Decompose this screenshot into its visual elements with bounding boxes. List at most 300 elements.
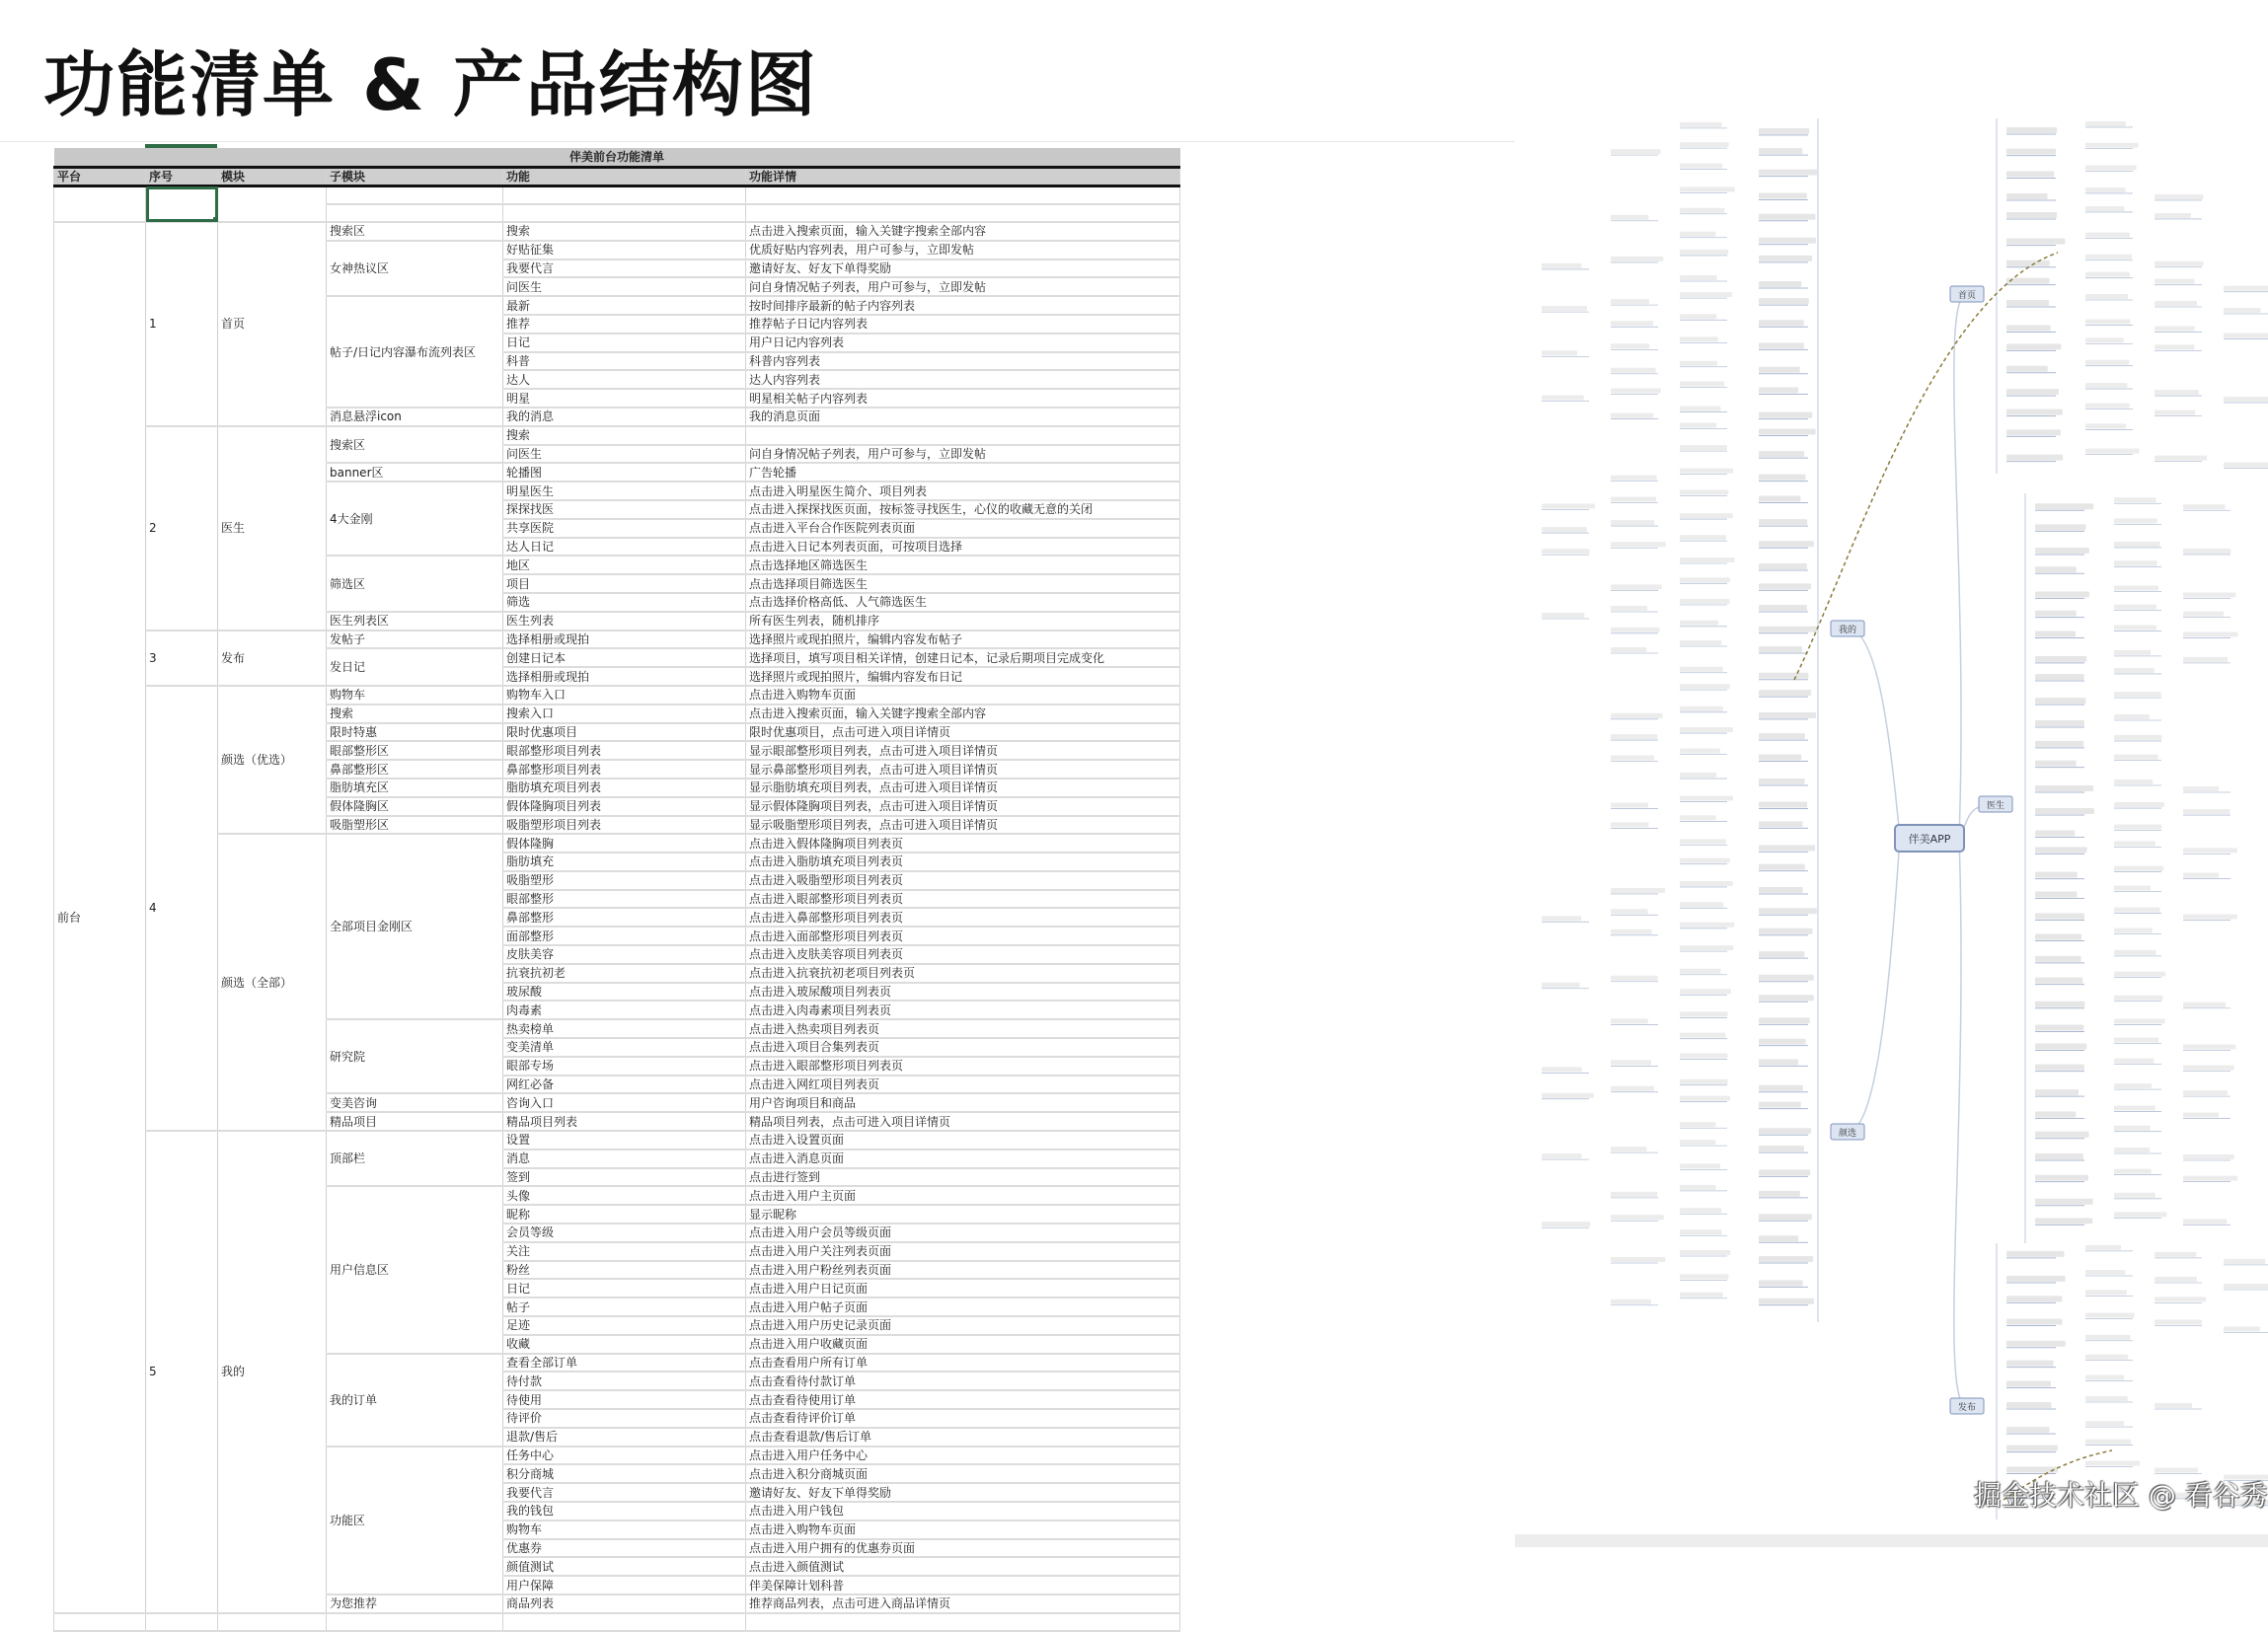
feature-cell[interactable]: 鼻部整形项目列表 <box>503 760 746 779</box>
feature-detail-cell[interactable]: 点击进入眼部整形项目列表页 <box>746 1057 1180 1076</box>
mindmap-subnode <box>2035 548 2089 554</box>
cell[interactable] <box>746 204 1180 222</box>
mindmap-subnode <box>2006 127 2057 133</box>
mindmap-leaf <box>1611 257 1663 261</box>
panel-edge <box>1515 1534 2268 1547</box>
feature-cell[interactable]: 消息 <box>503 1150 746 1168</box>
mindmap-leaf <box>1542 395 1584 400</box>
feature-cell[interactable]: 轮播图 <box>503 463 746 482</box>
cell[interactable] <box>503 186 746 205</box>
submodule-cell: 医生列表区 <box>327 612 503 631</box>
feature-cell[interactable]: 设置 <box>503 1131 746 1150</box>
mindmap-leaf <box>2155 1277 2197 1282</box>
feature-cell[interactable]: 皮肤美容 <box>503 945 746 964</box>
mindmap-leaf <box>1611 413 1653 418</box>
feature-cell[interactable]: 帖子 <box>503 1298 746 1316</box>
mindmap-leaf <box>1680 422 1716 427</box>
mindmap-subnode <box>2035 592 2089 598</box>
feature-detail-cell[interactable]: 点击选择项目筛选医生 <box>746 574 1180 593</box>
mindmap-leaf <box>2085 1313 2135 1318</box>
mindmap-leaf <box>1680 706 1723 711</box>
feature-cell[interactable]: 商品列表 <box>503 1595 746 1613</box>
table-row <box>54 834 1180 853</box>
feature-detail-cell[interactable]: 点击进入日记本列表页面，可按项目选择 <box>746 538 1180 556</box>
mindmap-leaf <box>2085 1270 2125 1275</box>
feature-detail-cell[interactable]: 点击进入用户关注列表页面 <box>746 1242 1180 1261</box>
mindmap-subnode <box>2035 761 2077 767</box>
column-header[interactable]: 功能 <box>503 168 746 186</box>
feature-cell[interactable]: 眼部整形项目列表 <box>503 741 746 760</box>
mindmap-leaf <box>2114 518 2157 523</box>
mindmap-subnode <box>1759 148 1802 154</box>
feature-detail-cell[interactable]: 精品项目列表，点击可进入项目详情页 <box>746 1112 1180 1131</box>
feature-cell[interactable]: 假体隆胸项目列表 <box>503 797 746 816</box>
feature-cell[interactable]: 问医生 <box>503 445 746 464</box>
feature-detail-cell[interactable]: 明星相关帖子内容列表 <box>746 389 1180 408</box>
cell[interactable] <box>54 186 146 223</box>
feature-detail-cell[interactable]: 点击查看待评价订单 <box>746 1409 1180 1428</box>
mindmap-leaf <box>1680 684 1730 689</box>
feature-detail-cell[interactable]: 按时间排序最新的帖子内容列表 <box>746 296 1180 315</box>
mindmap-subnode <box>2006 389 2059 395</box>
feature-detail-cell[interactable]: 显示脂肪填充项目列表，点击可进入项目详情页 <box>746 779 1180 797</box>
feature-cell[interactable]: 最新 <box>503 296 746 315</box>
mindmap-subnode <box>1759 673 1808 679</box>
feature-cell[interactable]: 待付款 <box>503 1372 746 1390</box>
column-header[interactable]: 模块 <box>218 168 327 186</box>
mindmap-leaf <box>1680 513 1733 518</box>
feature-detail-cell[interactable]: 伴美保障计划科普 <box>746 1576 1180 1595</box>
module-cell: 颜选（优选） <box>218 686 327 834</box>
feature-detail-cell[interactable]: 推荐商品列表，点击可进入商品详情页 <box>746 1595 1180 1613</box>
feature-cell[interactable]: 我的消息 <box>503 408 746 426</box>
feature-cell[interactable]: 问医生 <box>503 277 746 296</box>
feature-detail-cell[interactable]: 我的消息页面 <box>746 408 1180 426</box>
cell[interactable] <box>146 1613 218 1631</box>
feature-cell[interactable]: 面部整形 <box>503 927 746 945</box>
mindmap-leaf <box>2155 1297 2206 1301</box>
feature-cell[interactable]: 脂肪填充 <box>503 853 746 871</box>
mindmap-subnode <box>2035 808 2094 814</box>
mindmap-subnode <box>1759 975 1814 981</box>
feature-detail-cell[interactable]: 点击进入搜索页面，输入关键字搜索全部内容 <box>746 705 1180 723</box>
feature-cell[interactable]: 头像 <box>503 1186 746 1205</box>
feature-detail-cell[interactable]: 点击进入热卖项目列表页 <box>746 1019 1180 1038</box>
table-body <box>54 186 1180 1631</box>
feature-detail-cell[interactable]: 点击进入肉毒素项目列表页 <box>746 1001 1180 1019</box>
header-row <box>54 168 1180 186</box>
feature-detail-cell[interactable] <box>746 426 1180 445</box>
mindmap-leaf <box>2155 301 2197 306</box>
feature-detail-cell[interactable]: 点击选择地区筛选医生 <box>746 556 1180 574</box>
mindmap-subnode <box>2035 934 2081 940</box>
platform-cell: 前台 <box>54 222 146 1613</box>
feature-detail-cell[interactable]: 点击进入用户拥有的优惠券页面 <box>746 1539 1180 1558</box>
mindmap-leaf <box>1542 613 1584 618</box>
cell[interactable] <box>327 204 503 222</box>
table-row <box>54 222 1180 241</box>
feature-detail-cell[interactable]: 点击查看待使用订单 <box>746 1390 1180 1409</box>
feature-detail-cell[interactable]: 限时优惠项目，点击可进入项目详情页 <box>746 723 1180 742</box>
feature-cell[interactable]: 医生列表 <box>503 612 746 631</box>
feature-detail-cell[interactable]: 显示假体隆胸项目列表，点击可进入项目详情页 <box>746 797 1180 816</box>
mindmap-leaf <box>1680 250 1728 255</box>
mindmap-subnode <box>1759 755 1801 761</box>
feature-cell[interactable]: 关注 <box>503 1242 746 1261</box>
mindmap-subnode <box>2035 1112 2076 1118</box>
feature-detail-cell[interactable]: 达人内容列表 <box>746 370 1180 389</box>
feature-cell[interactable]: 网红必备 <box>503 1076 746 1094</box>
feature-detail-cell[interactable]: 点击进入面部整形项目列表页 <box>746 927 1180 945</box>
feature-cell[interactable]: 查看全部订单 <box>503 1354 746 1372</box>
mindmap-subnode <box>2006 260 2050 266</box>
feature-detail-cell[interactable]: 点击选择价格高低、人气筛选医生 <box>746 593 1180 612</box>
cell[interactable] <box>503 1613 746 1631</box>
mindmap-subnode <box>2035 524 2085 530</box>
mindmap-leaf <box>2114 1059 2154 1064</box>
submodule-cell: 我的订单 <box>327 1354 503 1447</box>
mindmap-subnode <box>1759 1146 1804 1151</box>
feature-cell[interactable]: 选择相册或现拍 <box>503 667 746 686</box>
feature-cell[interactable]: 抗衰抗初老 <box>503 964 746 983</box>
feature-detail-cell[interactable]: 点击进入用户收藏页面 <box>746 1335 1180 1354</box>
feature-detail-cell[interactable]: 推荐帖子日记内容列表 <box>746 315 1180 334</box>
mindmap-subnode <box>1759 1102 1801 1108</box>
mindmap-subnode <box>1759 712 1816 718</box>
column-header[interactable]: 功能详情 <box>746 168 1180 186</box>
feature-cell[interactable]: 粉丝 <box>503 1261 746 1280</box>
mindmap-leaf <box>2085 187 2126 192</box>
feature-cell[interactable]: 购物车 <box>503 1521 746 1539</box>
mindmap-leaf <box>2085 1290 2127 1295</box>
feature-detail-cell[interactable]: 选择项目，填写项目相关详情，创建日记本，记录后期项目完成变化 <box>746 648 1180 667</box>
feature-cell[interactable]: 我要代言 <box>503 1483 746 1502</box>
mindmap-leaf <box>2085 320 2130 325</box>
feature-cell[interactable]: 地区 <box>503 556 746 574</box>
feature-detail-cell[interactable]: 点击进入假体隆胸项目列表页 <box>746 834 1180 853</box>
feature-detail-cell[interactable]: 点击进入用户帖子页面 <box>746 1298 1180 1316</box>
module-cell: 首页 <box>218 222 327 426</box>
feature-detail-cell[interactable]: 用户日记内容列表 <box>746 334 1180 352</box>
feature-cell[interactable]: 好贴征集 <box>503 241 746 260</box>
mindmap-subnode <box>2006 1446 2058 1451</box>
mindmap-leaf <box>2085 383 2127 388</box>
feature-detail-cell[interactable]: 点击进入抗衰抗初老项目列表页 <box>746 964 1180 983</box>
feature-cell[interactable]: 昵称 <box>503 1205 746 1224</box>
mindmap-leaf <box>2183 631 2238 636</box>
feature-cell[interactable]: 颜值测试 <box>503 1557 746 1576</box>
feature-cell[interactable]: 眼部专场 <box>503 1057 746 1076</box>
feature-cell[interactable]: 会员等级 <box>503 1224 746 1242</box>
mindmap-subnode <box>1759 845 1815 851</box>
feature-detail-cell[interactable]: 点击进入吸脂塑形项目列表页 <box>746 871 1180 890</box>
mindmap-branch-label: 发布 <box>1957 1403 1977 1413</box>
feature-detail-cell[interactable]: 点击进入用户会员等级页面 <box>746 1224 1180 1242</box>
mindmap-leaf <box>1680 1053 1727 1058</box>
cell[interactable] <box>218 186 327 223</box>
mindmap-leaf <box>2114 972 2165 977</box>
feature-detail-cell[interactable]: 点击进入玻尿酸项目列表页 <box>746 983 1180 1001</box>
feature-cell[interactable]: 吸脂塑形 <box>503 871 746 890</box>
mindmap-leaf <box>1611 388 1661 393</box>
submodule-cell: 女神热议区 <box>327 241 503 296</box>
submodule-cell: banner区 <box>327 463 503 482</box>
mindmap-subnode <box>1759 1039 1806 1045</box>
mindmap-leaf <box>2224 1284 2268 1289</box>
mindmap-subnode <box>1759 779 1805 784</box>
mindmap-subnode <box>2006 343 2061 349</box>
cell[interactable] <box>503 204 746 222</box>
feature-cell[interactable]: 科普 <box>503 352 746 371</box>
feature-detail-cell[interactable]: 选择照片或现拍照片，编辑内容发布日记 <box>746 667 1180 686</box>
mindmap-leaf <box>2224 286 2268 291</box>
feature-detail-cell[interactable]: 显示眼部整形项目列表，点击可进入项目详情页 <box>746 741 1180 760</box>
feature-detail-cell[interactable]: 点击进入积分商城页面 <box>746 1464 1180 1483</box>
mindmap-leaf <box>2114 586 2158 591</box>
feature-detail-cell[interactable]: 邀请好友、好友下单得奖励 <box>746 1483 1180 1502</box>
feature-cell[interactable]: 吸脂塑形项目列表 <box>503 816 746 835</box>
feature-cell[interactable]: 积分商城 <box>503 1464 746 1483</box>
feature-cell[interactable]: 我要代言 <box>503 260 746 278</box>
feature-detail-cell[interactable]: 点击进入用户日记页面 <box>746 1279 1180 1298</box>
feature-detail-cell[interactable]: 点击进入用户粉丝列表页面 <box>746 1261 1180 1280</box>
feature-detail-cell[interactable]: 问自身情况帖子列表，用户可参与，立即发帖 <box>746 277 1180 296</box>
mindmap-subnode <box>1759 801 1807 807</box>
mindmap-subnode <box>2006 1341 2066 1347</box>
feature-table <box>53 148 1180 1632</box>
mindmap-leaf <box>2155 213 2191 218</box>
mindmap-leaf <box>1611 542 1666 547</box>
feature-detail-cell[interactable]: 点击进入搜索页面，输入关键字搜索全部内容 <box>746 222 1180 241</box>
mindmap-subnode <box>1759 387 1798 393</box>
feature-detail-cell[interactable]: 点击查看退款/售后订单 <box>746 1428 1180 1447</box>
feature-detail-cell[interactable]: 用户咨询项目和商品 <box>746 1093 1180 1112</box>
mindmap-leaf <box>1542 527 1587 532</box>
submodule-cell: 变美咨询 <box>327 1093 503 1112</box>
feature-cell[interactable]: 日记 <box>503 334 746 352</box>
feature-cell[interactable]: 签到 <box>503 1168 746 1187</box>
mindmap-subnode <box>1759 821 1802 827</box>
feature-detail-cell[interactable]: 科普内容列表 <box>746 352 1180 371</box>
mindmap-leaf <box>1680 557 1734 562</box>
mindmap-leaf <box>1611 1147 1646 1151</box>
feature-detail-cell[interactable]: 点击进入设置页面 <box>746 1131 1180 1150</box>
mindmap-leaf <box>2183 1090 2228 1095</box>
feature-detail-cell[interactable]: 点击进入项目合集列表页 <box>746 1038 1180 1057</box>
feature-cell[interactable]: 明星 <box>503 389 746 408</box>
mindmap-leaf <box>2183 1176 2237 1181</box>
mindmap-subnode <box>1759 908 1817 914</box>
feature-detail-cell[interactable]: 显示吸脂塑形项目列表，点击可进入项目详情页 <box>746 816 1180 835</box>
feature-detail-cell[interactable]: 点击进入探探找医页面，按标签寻找医生，心仪的收藏无意的关闭 <box>746 500 1180 519</box>
mindmap-root-label: 伴美APP <box>1908 833 1951 846</box>
mindmap-branch-line <box>1848 629 1900 838</box>
submodule-cell: 搜索 <box>327 705 503 723</box>
mindmap-subnode <box>2035 503 2093 509</box>
feature-cell[interactable]: 鼻部整形 <box>503 908 746 927</box>
cell[interactable] <box>218 1613 327 1631</box>
mindmap-leaf <box>2085 1355 2128 1360</box>
feature-cell[interactable]: 收藏 <box>503 1335 746 1354</box>
submodule-cell: 精品项目 <box>327 1112 503 1131</box>
feature-detail-cell[interactable]: 点击进入用户任务中心 <box>746 1447 1180 1465</box>
feature-cell[interactable]: 明星医生 <box>503 482 746 500</box>
mindmap-leaf <box>2183 1113 2219 1118</box>
cell[interactable] <box>54 1613 146 1631</box>
feature-cell[interactable]: 搜索入口 <box>503 705 746 723</box>
feature-cell[interactable]: 我的钱包 <box>503 1502 746 1521</box>
mindmap-leaf <box>1680 1274 1728 1279</box>
feature-detail-cell[interactable]: 点击查看待付款订单 <box>746 1372 1180 1390</box>
module-cell: 医生 <box>218 426 327 631</box>
feature-cell[interactable]: 肉毒素 <box>503 1001 746 1019</box>
mindmap-leaf <box>2155 279 2195 284</box>
mindmap-leaf <box>2085 1335 2130 1340</box>
feature-detail-cell[interactable]: 点击进入平台合作医院列表页面 <box>746 519 1180 538</box>
mindmap-subnode <box>2035 1001 2084 1007</box>
mindmap-leaf <box>2224 1327 2260 1332</box>
feature-cell[interactable]: 用户保障 <box>503 1576 746 1595</box>
feature-detail-cell[interactable]: 点击进入颜值测试 <box>746 1557 1180 1576</box>
feature-cell[interactable]: 搜索 <box>503 426 746 445</box>
mindmap-leaf <box>2114 1148 2150 1152</box>
mindmap-leaf <box>1611 888 1665 893</box>
mindmap-subnode <box>1759 887 1803 893</box>
feature-detail-cell[interactable]: 点击进入购物车页面 <box>746 686 1180 705</box>
cell[interactable] <box>746 1613 1180 1631</box>
mindmap-leaf <box>2114 866 2163 871</box>
feature-detail-cell[interactable]: 点击进入脂肪填充项目列表页 <box>746 853 1180 871</box>
mindmap-leaf <box>2114 841 2155 846</box>
mindmap-leaf <box>2085 1421 2124 1426</box>
feature-detail-cell[interactable]: 点击进入明星医生简介、项目列表 <box>746 482 1180 500</box>
feature-cell[interactable]: 热卖榜单 <box>503 1019 746 1038</box>
mindmap-subnode <box>1759 170 1817 176</box>
feature-cell[interactable]: 项目 <box>503 574 746 593</box>
column-header[interactable]: 平台 <box>54 168 146 186</box>
feature-cell[interactable]: 足迹 <box>503 1316 746 1335</box>
feature-detail-cell[interactable]: 点击进入用户历史记录页面 <box>746 1316 1180 1335</box>
feature-detail-cell[interactable]: 显示鼻部整形项目列表，点击可进入项目详情页 <box>746 760 1180 779</box>
mindmap-leaf <box>1611 1299 1651 1304</box>
feature-detail-cell[interactable]: 所有医生列表，随机排序 <box>746 612 1180 631</box>
cell[interactable] <box>327 1613 503 1631</box>
feature-detail-cell[interactable]: 点击进入皮肤美容项目列表页 <box>746 945 1180 964</box>
submodule-cell: 功能区 <box>327 1447 503 1595</box>
feature-detail-cell[interactable]: 点击进入购物车页面 <box>746 1521 1180 1539</box>
mindmap-leaf <box>2085 423 2126 428</box>
feature-cell[interactable]: 达人日记 <box>503 538 746 556</box>
mindmap-leaf <box>2085 166 2137 171</box>
feature-cell[interactable]: 选择相册或现拍 <box>503 631 746 649</box>
feature-cell[interactable]: 待使用 <box>503 1390 746 1409</box>
feature-cell[interactable]: 玻尿酸 <box>503 983 746 1001</box>
feature-cell[interactable]: 假体隆胸 <box>503 834 746 853</box>
mindmap-subnode <box>2035 1089 2079 1095</box>
feature-detail-cell[interactable]: 点击进入眼部整形项目列表页 <box>746 890 1180 909</box>
column-header[interactable]: 序号 <box>146 168 218 186</box>
feature-detail-cell[interactable]: 邀请好友、好友下单得奖励 <box>746 260 1180 278</box>
feature-cell[interactable]: 待评价 <box>503 1409 746 1428</box>
feature-cell[interactable]: 搜索 <box>503 222 746 241</box>
mindmap-subnode <box>1759 1128 1811 1134</box>
mindmap-leaf <box>1611 476 1657 481</box>
mindmap-leaf <box>1611 976 1658 981</box>
feature-detail-cell[interactable]: 选择照片或现拍照片，编辑内容发布帖子 <box>746 631 1180 649</box>
mindmap-leaf <box>2114 625 2156 630</box>
module-cell: 发布 <box>218 631 327 686</box>
selected-cell[interactable] <box>146 186 218 223</box>
mindmap-subnode <box>2035 1175 2088 1181</box>
mindmap-leaf <box>2114 885 2151 890</box>
feature-cell[interactable]: 咨询入口 <box>503 1093 746 1112</box>
mindmap-leaf <box>2155 327 2195 332</box>
feature-detail-cell[interactable]: 点击进入鼻部整形项目列表页 <box>746 908 1180 927</box>
feature-cell[interactable]: 筛选 <box>503 593 746 612</box>
submodule-cell: 搜索区 <box>327 222 503 241</box>
feature-cell[interactable]: 探探找医 <box>503 500 746 519</box>
feature-cell[interactable]: 创建日记本 <box>503 648 746 667</box>
cell[interactable] <box>327 186 503 205</box>
page-title: 功能清单 & 产品结构图 <box>43 43 818 126</box>
mindmap-subnode <box>2035 1024 2083 1030</box>
feature-cell[interactable]: 达人 <box>503 370 746 389</box>
feature-detail-cell[interactable]: 显示昵称 <box>746 1205 1180 1224</box>
mindmap-leaf <box>2183 1219 2227 1224</box>
feature-cell[interactable]: 任务中心 <box>503 1447 746 1465</box>
mindmap-subnode <box>2006 300 2049 306</box>
mindmap-subnode <box>2006 1402 2052 1408</box>
feature-detail-cell[interactable]: 优质好贴内容列表，用户可参与，立即发帖 <box>746 241 1180 260</box>
feature-cell[interactable]: 变美清单 <box>503 1038 746 1057</box>
feature-cell[interactable]: 优惠券 <box>503 1539 746 1558</box>
feature-detail-cell[interactable]: 点击进入网红项目列表页 <box>746 1076 1180 1094</box>
mindmap-leaf <box>2114 692 2161 697</box>
feature-cell[interactable]: 脂肪填充项目列表 <box>503 779 746 797</box>
mindmap-leaf <box>1680 275 1717 280</box>
feature-detail-cell[interactable]: 点击进入用户钱包 <box>746 1502 1180 1521</box>
mindmap-leaf <box>2085 1396 2128 1401</box>
column-header[interactable]: 子模块 <box>327 168 503 186</box>
mindmap-leaf <box>2085 255 2132 260</box>
mindmap-leaf <box>1611 606 1647 611</box>
feature-detail-cell[interactable]: 点击查看用户所有订单 <box>746 1354 1180 1372</box>
module-number-cell: 5 <box>146 1131 218 1613</box>
feature-cell[interactable]: 购物车入口 <box>503 686 746 705</box>
feature-cell[interactable]: 推荐 <box>503 315 746 334</box>
cell[interactable] <box>746 186 1180 205</box>
mindmap-leaf <box>2085 143 2139 148</box>
feature-detail-cell[interactable]: 问自身情况帖子列表，用户可参与，立即发帖 <box>746 445 1180 464</box>
feature-detail-cell[interactable]: 点击进入消息页面 <box>746 1150 1180 1168</box>
feature-cell[interactable]: 眼部整形 <box>503 890 746 909</box>
feature-cell[interactable]: 日记 <box>503 1279 746 1298</box>
feature-cell[interactable]: 精品项目列表 <box>503 1112 746 1131</box>
feature-detail-cell[interactable]: 点击进入用户主页面 <box>746 1186 1180 1205</box>
feature-detail-cell[interactable]: 点击进行签到 <box>746 1168 1180 1187</box>
feature-cell[interactable]: 限时优惠项目 <box>503 723 746 742</box>
mindmap-subnode <box>2006 366 2048 372</box>
table-row <box>54 686 1180 705</box>
feature-cell[interactable]: 共享医院 <box>503 519 746 538</box>
feature-detail-cell[interactable]: 广告轮播 <box>746 463 1180 482</box>
mindmap-leaf <box>1680 969 1721 974</box>
submodule-cell: 顶部栏 <box>327 1131 503 1186</box>
feature-cell[interactable]: 退款/售后 <box>503 1428 746 1447</box>
mindmap-leaf <box>2114 1038 2158 1043</box>
mindmap-leaf <box>1680 749 1720 754</box>
mindmap-subnode <box>1759 519 1807 525</box>
